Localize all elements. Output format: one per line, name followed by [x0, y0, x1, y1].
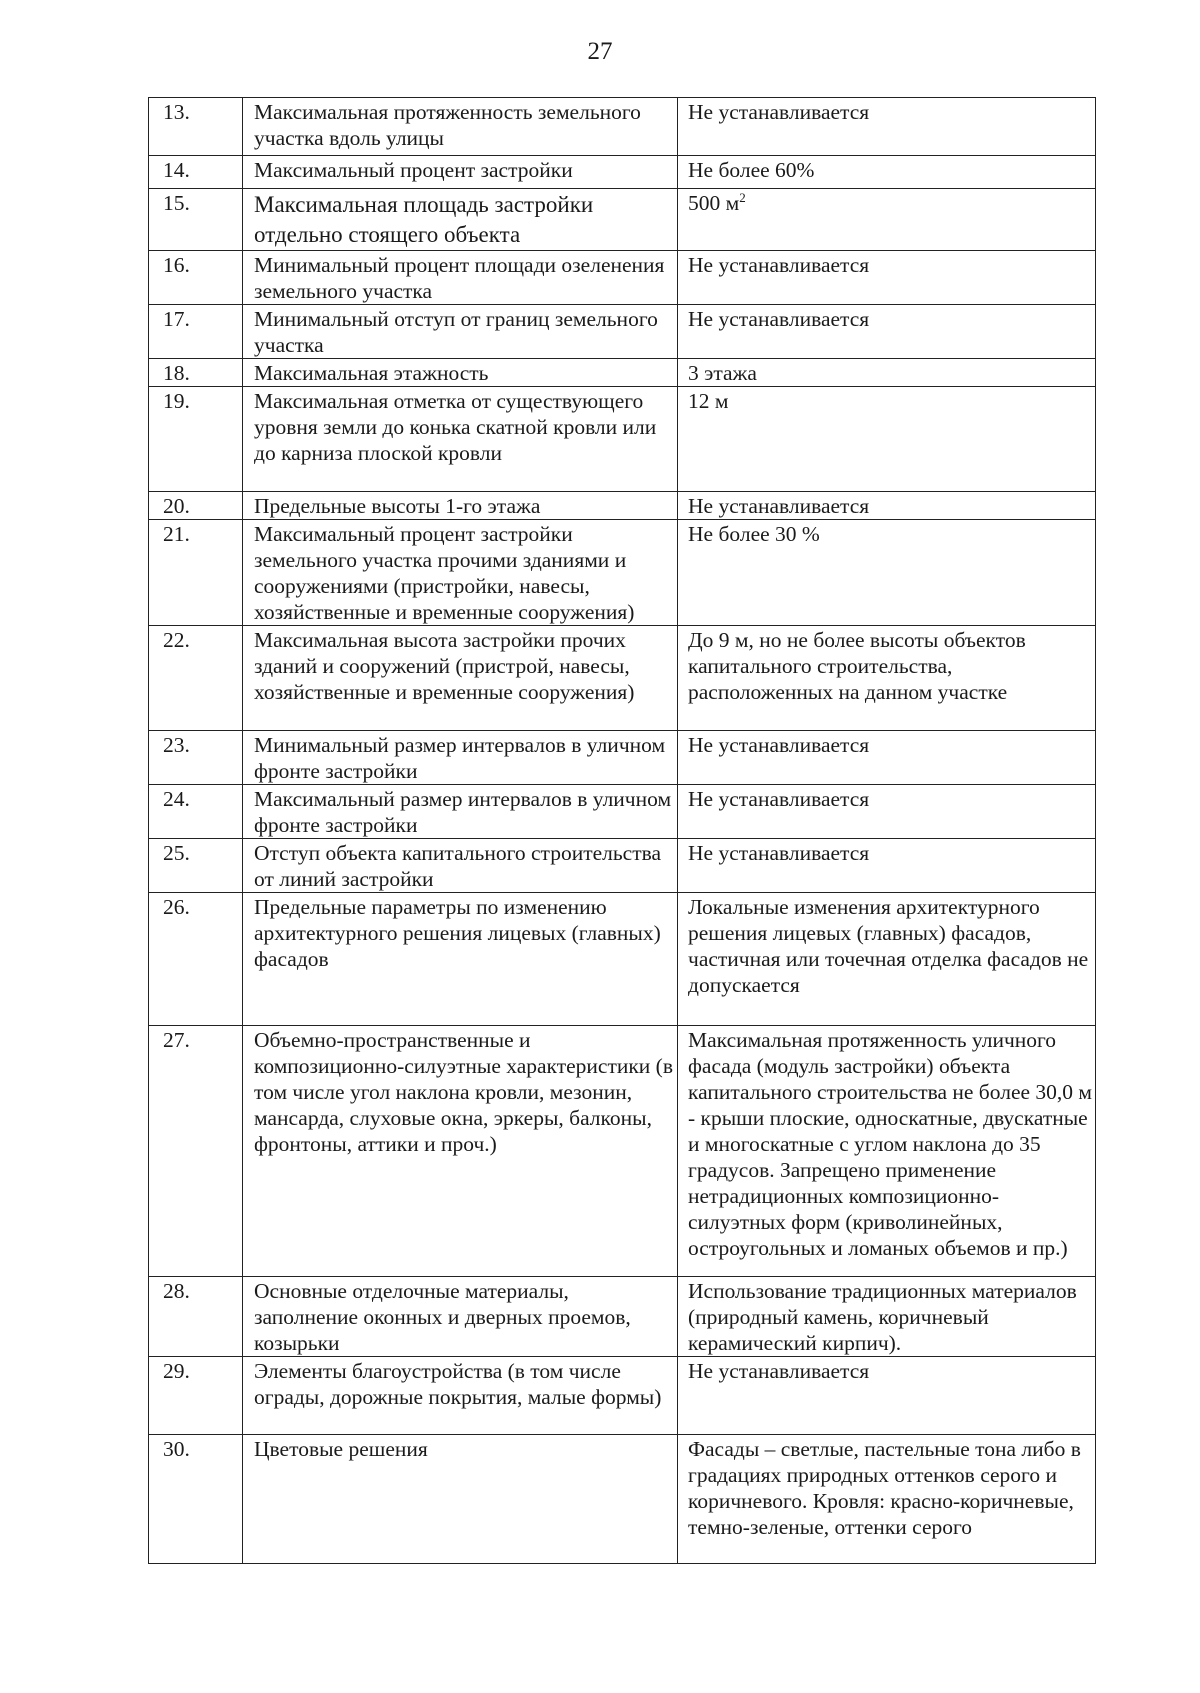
row-number: 24. [149, 785, 243, 839]
parameter-name: Предельные высоты 1-го этажа [243, 492, 678, 520]
table-row [149, 626, 1096, 731]
table-row [149, 492, 1096, 520]
table-row [149, 839, 1096, 893]
row-number: 27. [149, 1026, 243, 1277]
parameter-value: Не более 60% [678, 156, 1096, 189]
parameter-name: Максимальный размер интервалов в уличном фронте застройки [243, 785, 678, 839]
table-row [149, 785, 1096, 839]
parameter-name: Отступ объекта капитального строительства от линий застройки [243, 839, 678, 893]
parameter-name: Минимальный размер интервалов в уличном фронте застройки [243, 731, 678, 785]
row-number: 21. [149, 520, 243, 626]
parameter-name: Объемно-пространственные и композиционно-силуэтные характеристики (в том числе угол наклона кровли, мезонин, мансарда, слуховые окна, эркеры, балконы, фронтоны, аттики и проч.) [243, 1026, 678, 1277]
row-number: 25. [149, 839, 243, 893]
row-number: 19. [149, 387, 243, 492]
table-row [149, 1435, 1096, 1564]
parameter-name [243, 189, 678, 251]
parameter-value: 12 м [678, 387, 1096, 492]
parameter-name: Цветовые решения [243, 1435, 678, 1564]
table-row [149, 387, 1096, 492]
table-row [149, 520, 1096, 626]
table-row [149, 731, 1096, 785]
parameter-value: Не устанавливается [678, 1357, 1096, 1435]
parameter-name: Элементы благоустройства (в том числе ограды, дорожные покрытия, малые формы) [243, 1357, 678, 1435]
page-number: 27 [587, 38, 613, 65]
parameter-value: Не более 30 % [678, 520, 1096, 626]
row-number: 18. [149, 359, 243, 387]
parameter-name: Максимальный процент застройки земельного участка прочими зданиями и сооружениями (пристройки, навесы, хозяйственные и временные сооружения) [243, 520, 678, 626]
superscript: 2 [739, 189, 746, 205]
table-row [149, 359, 1096, 387]
parameter-name: Максимальная высота застройки прочих зданий и сооружений (пристрой, навесы, хозяйственные и временные сооружения) [243, 626, 678, 731]
row-number: 13. [149, 98, 243, 156]
table-row [149, 1026, 1096, 1277]
parameter-value: Не устанавливается [678, 785, 1096, 839]
parameter-name: Максимальная протяженность земельного участка вдоль улицы [243, 98, 678, 156]
row-number: 16. [149, 251, 243, 305]
row-number: 29. [149, 1357, 243, 1435]
parameter-value [678, 189, 1096, 251]
parameter-value-text: 500 м [688, 191, 740, 215]
row-number: 20. [149, 492, 243, 520]
row-number: 15. [149, 189, 243, 251]
table-row [149, 98, 1096, 156]
table-row [149, 1277, 1096, 1357]
parameter-name: Максимальный процент застройки [243, 156, 678, 189]
parameter-name: Минимальный процент площади озеленения земельного участка [243, 251, 678, 305]
parameter-name: Минимальный отступ от границ земельного участка [243, 305, 678, 359]
row-number: 23. [149, 731, 243, 785]
parameter-value: Не устанавливается [678, 731, 1096, 785]
parameter-value: Не устанавливается [678, 492, 1096, 520]
row-number: 30. [149, 1435, 243, 1564]
row-number: 26. [149, 893, 243, 1026]
parameter-value: Использование традиционных материалов (природный камень, коричневый керамический кирпич). [678, 1277, 1096, 1357]
parameter-name: Максимальная отметка от существующего уровня земли до конька скатной кровли или до карниза плоской кровли [243, 387, 678, 492]
row-number: 28. [149, 1277, 243, 1357]
parameter-name: Основные отделочные материалы, заполнение оконных и дверных проемов, козырьки [243, 1277, 678, 1357]
parameter-value: 3 этажа [678, 359, 1096, 387]
parameter-value: Максимальная протяженность уличного фасада (модуль застройки) объекта капитального строительства не более 30,0 м - крыши плоские, односкатные, двускатные и многоскатные с углом наклона до 35 градусов. Запрещено применение нетрадиционных композиционно-силуэтных форм (криволинейных, остроугольных и ломаных объемов и пр.) [678, 1026, 1096, 1277]
parameter-name: Максимальная этажность [243, 359, 678, 387]
parameters-table [148, 97, 1096, 1564]
parameter-value: Фасады – светлые, пастельные тона либо в градациях природных оттенков серого и коричневого. Кровля: красно-коричневые, темно-зеленые, оттенки серого [678, 1435, 1096, 1564]
row-number: 14. [149, 156, 243, 189]
parameter-name: Предельные параметры по изменению архитектурного решения лицевых (главных) фасадов [243, 893, 678, 1026]
table-row [149, 893, 1096, 1026]
parameter-name-text: Максимальная площадь застройки отдельно стоящего объекта [254, 192, 594, 247]
table-row [149, 156, 1096, 189]
parameter-value: Не устанавливается [678, 251, 1096, 305]
parameter-value: До 9 м, но не более высоты объектов капитального строительства, расположенных на данном участке [678, 626, 1096, 731]
parameter-value: Не устанавливается [678, 305, 1096, 359]
table-row [149, 189, 1096, 251]
parameter-value: Не устанавливается [678, 98, 1096, 156]
row-number: 17. [149, 305, 243, 359]
row-number: 22. [149, 626, 243, 731]
table-row [149, 305, 1096, 359]
parameter-value: Не устанавливается [678, 839, 1096, 893]
parameter-value: Локальные изменения архитектурного решения лицевых (главных) фасадов, частичная или точечная отделка фасадов не допускается [678, 893, 1096, 1026]
table-row [149, 251, 1096, 305]
table-row [149, 1357, 1096, 1435]
